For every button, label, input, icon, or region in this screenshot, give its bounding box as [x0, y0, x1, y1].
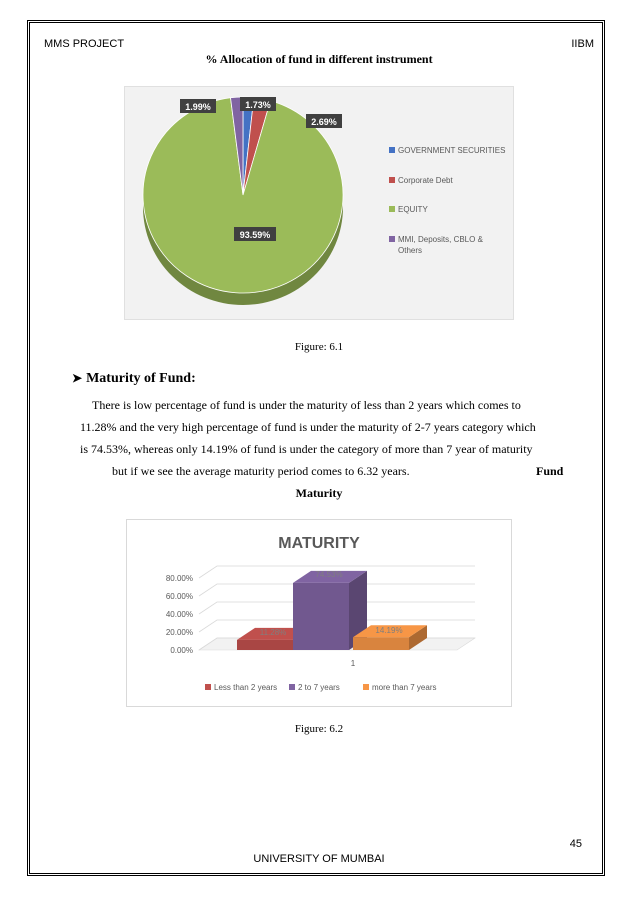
bar-legend-swatch-0: [205, 684, 211, 690]
allocation-pie-chart: [124, 86, 514, 320]
chart1-title: % Allocation of fund in different instrument: [205, 52, 433, 66]
pie-data-label-0: 1.73%: [245, 100, 271, 110]
bar-legend-swatch-2: [363, 684, 369, 690]
section-title: Maturity of Fund:: [86, 371, 196, 386]
bar-data-label-0: 11.28%: [259, 628, 287, 637]
pie-data-label-2: 93.59%: [239, 230, 271, 240]
bar-front-0: [237, 640, 293, 650]
bar-y-tick-4: 80.00%: [165, 574, 193, 583]
bar-y-tick-0: 0.00%: [170, 646, 193, 655]
pie-legend-swatch-1: [389, 177, 395, 183]
header-left: MMS PROJECT: [44, 38, 125, 50]
header-right: IIBM: [571, 38, 594, 50]
bar-svg: [127, 520, 511, 706]
bar-legend-swatch-1: [289, 684, 295, 690]
pie-legend-swatch-2: [389, 206, 395, 212]
pie-svg: [125, 87, 513, 319]
bar-data-label-1: 74.53%: [315, 570, 343, 579]
pie-legend-label-3: MMI, Deposits, CBLO &: [398, 235, 483, 244]
bar-front-2: [353, 637, 409, 650]
bar-legend-label-1: 2 to 7 years: [298, 683, 340, 692]
figure2-caption: Figure: 6.2: [294, 723, 344, 735]
bar-legend-label-0: Less than 2 years: [214, 683, 278, 692]
para-line-1: There is low percentage of fund is under the maturity of less than 2 years which comes to: [92, 398, 521, 412]
bar-x-tick-0: 1: [350, 659, 356, 668]
bar-y-tick-2: 40.00%: [165, 610, 193, 619]
pie-legend-label-2: EQUITY: [398, 205, 428, 214]
pie-data-label-1: 2.69%: [311, 117, 337, 127]
bar-data-label-2: 14.19%: [375, 626, 403, 635]
para-inline-fund: Fund: [536, 464, 564, 478]
pie-legend-label-1: Corporate Debt: [398, 176, 453, 185]
bar-chart-title: MATURITY: [278, 535, 360, 552]
bar-y-tick-1: 20.00%: [165, 628, 193, 637]
page-number: 45: [569, 838, 582, 850]
pie-legend-label-3: Others: [398, 246, 423, 255]
bar-front-1: [293, 583, 349, 650]
arrow-bullet-icon: ➤: [72, 371, 83, 385]
pie-legend-swatch-3: [389, 236, 395, 242]
para-line-4: but if we see the average maturity period comes to 6.32 years.: [112, 464, 410, 478]
section-heading: [72, 371, 196, 387]
para-line-2: 11.28% and the very high percentage of fund is under the maturity of 2-7 years category which: [80, 420, 536, 434]
pie-data-label-3: 1.99%: [185, 102, 211, 112]
para-last-line: Maturity: [295, 486, 343, 500]
para-line-3: is 74.53%, whereas only 14.19% of fund is under the category of more than 7 year of maturity: [80, 442, 533, 456]
maturity-bar-chart: [126, 519, 512, 707]
bar-legend-label-2: more than 7 years: [372, 683, 437, 692]
pie-legend-label-0: GOVERNMENT SECURITIES: [398, 146, 506, 155]
pie-legend-swatch-0: [389, 147, 395, 153]
footer-text: UNIVERSITY OF MUMBAI: [253, 853, 385, 865]
bar-y-tick-3: 60.00%: [165, 592, 193, 601]
figure1-caption: Figure: 6.1: [294, 341, 344, 353]
